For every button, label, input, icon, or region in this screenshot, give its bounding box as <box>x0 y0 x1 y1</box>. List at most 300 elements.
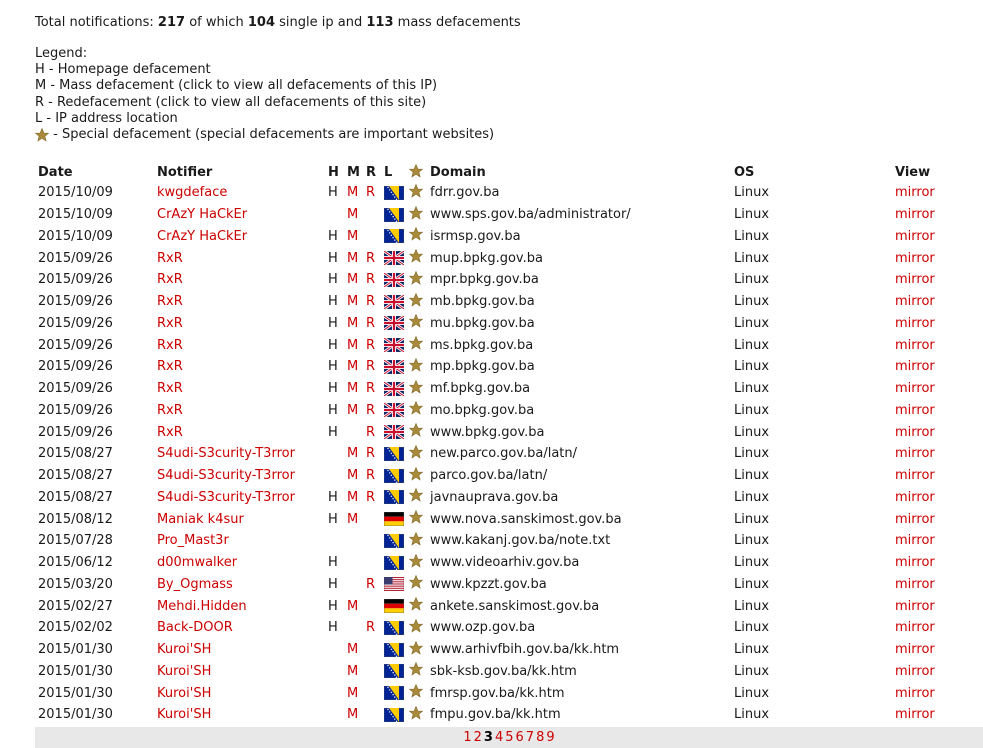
row-homepage-flag <box>325 204 344 226</box>
table-row <box>35 334 975 356</box>
row-view <box>892 421 975 443</box>
notifier-link[interactable]: RxR <box>157 359 183 375</box>
table-row <box>35 487 975 509</box>
row-mass-flag[interactable]: M <box>347 663 359 679</box>
row-domain: www.kpzzt.gov.ba <box>430 576 547 592</box>
row-location <box>381 443 406 465</box>
mirror-link[interactable]: mirror <box>895 250 935 266</box>
ba-flag-icon <box>384 534 404 548</box>
notifier-link[interactable]: Kuroi'SH <box>157 642 212 658</box>
row-homepage-flag: H <box>328 402 338 418</box>
row-location <box>381 269 406 291</box>
row-domain: fmpu.gov.ba/kk.htm <box>430 707 561 723</box>
row-special <box>406 595 427 617</box>
row-homepage-flag: H <box>328 185 338 201</box>
row-homepage-flag: H <box>328 598 338 614</box>
notifier-link[interactable]: RxR <box>157 337 183 353</box>
row-special <box>406 682 427 704</box>
row-homepage-flag: H <box>328 424 338 440</box>
row-date: 2015/09/26 <box>38 381 113 397</box>
row-notifier <box>154 661 325 683</box>
table-row <box>35 704 975 726</box>
row-location <box>381 487 406 509</box>
mirror-link[interactable]: mirror <box>895 468 935 484</box>
notifier-link[interactable]: S4udi-S3curity-T3rror <box>157 489 295 505</box>
row-date: 2015/08/27 <box>38 446 113 462</box>
row-view <box>892 291 975 313</box>
row-date: 2015/01/30 <box>38 663 113 679</box>
ba-flag-icon <box>384 208 404 222</box>
row-location <box>381 204 406 226</box>
row-special <box>406 334 427 356</box>
star-icon <box>409 684 423 698</box>
row-date: 2015/01/30 <box>38 707 113 723</box>
row-os: Linux <box>734 489 770 505</box>
row-location <box>381 639 406 661</box>
header-date: Date <box>38 165 73 180</box>
row-notifier <box>154 639 325 661</box>
row-domain: www.nova.sanskimost.gov.ba <box>430 511 622 527</box>
row-os: Linux <box>734 576 770 592</box>
gb-flag-icon <box>384 338 404 352</box>
notifier-link[interactable]: Mehdi.Hidden <box>157 598 247 614</box>
mirror-link[interactable]: mirror <box>895 315 935 331</box>
notifier-link[interactable]: By_Ogmass <box>157 576 233 592</box>
table-row <box>35 661 975 683</box>
row-os: Linux <box>734 381 770 397</box>
header-h: H <box>328 165 339 180</box>
gb-flag-icon <box>384 273 404 287</box>
row-special <box>406 661 427 683</box>
row-redeface-flag <box>363 226 381 248</box>
row-domain: javnauprava.gov.ba <box>430 489 559 505</box>
row-mass-flag[interactable]: M <box>347 685 359 701</box>
row-view <box>892 182 975 204</box>
mirror-link[interactable]: mirror <box>895 620 935 636</box>
row-location <box>381 530 406 552</box>
notifier-link[interactable]: RxR <box>157 424 183 440</box>
mirror-link[interactable]: mirror <box>895 555 935 571</box>
row-os: Linux <box>734 555 770 571</box>
notifier-link[interactable]: CrAzY HaCkEr <box>157 207 248 223</box>
mirror-link[interactable]: mirror <box>895 272 935 288</box>
ba-flag-icon <box>384 621 404 635</box>
header-r: R <box>366 165 377 180</box>
star-icon <box>409 164 423 178</box>
row-date: 2015/10/09 <box>38 185 113 201</box>
row-notifier <box>154 291 325 313</box>
total-count: 217 <box>157 15 186 30</box>
star-icon <box>409 401 423 415</box>
star-icon <box>409 532 423 546</box>
row-os: Linux <box>734 294 770 310</box>
row-homepage-flag <box>325 639 344 661</box>
row-view <box>892 487 975 509</box>
row-redeface-flag[interactable]: R <box>366 468 376 484</box>
page-link[interactable]: 9 <box>546 730 555 745</box>
row-domain: parco.gov.ba/latn/ <box>430 468 548 484</box>
row-redeface-flag[interactable]: R <box>366 337 376 353</box>
row-view <box>892 508 975 530</box>
row-special <box>406 574 427 596</box>
mirror-link[interactable]: mirror <box>895 446 935 462</box>
row-date: 2015/09/26 <box>38 402 113 418</box>
row-os: Linux <box>734 598 770 614</box>
row-view <box>892 682 975 704</box>
row-redeface-flag[interactable]: R <box>366 576 376 592</box>
header-special <box>406 163 427 182</box>
row-special <box>406 313 427 335</box>
table-row <box>35 617 975 639</box>
star-icon <box>409 510 423 524</box>
row-notifier <box>154 204 325 226</box>
row-domain: www.ozp.gov.ba <box>430 620 536 636</box>
mirror-link[interactable]: mirror <box>895 598 935 614</box>
star-icon <box>409 575 423 589</box>
row-view <box>892 247 975 269</box>
ba-flag-icon <box>384 469 404 483</box>
row-notifier <box>154 421 325 443</box>
row-notifier <box>154 465 325 487</box>
mirror-link[interactable]: mirror <box>895 294 935 310</box>
defacement-table <box>35 163 975 726</box>
row-redeface-flag[interactable]: R <box>366 272 376 288</box>
row-domain: www.sps.gov.ba/administrator/ <box>430 207 631 223</box>
row-mass-flag[interactable]: M <box>347 294 359 310</box>
page-link[interactable]: 7 <box>525 730 535 745</box>
row-notifier <box>154 595 325 617</box>
mirror-link[interactable]: mirror <box>895 511 935 527</box>
notifier-link[interactable]: S4udi-S3curity-T3rror <box>157 446 295 462</box>
table-header <box>35 163 975 182</box>
table-row <box>35 595 975 617</box>
mirror-link[interactable]: mirror <box>895 707 935 723</box>
row-view <box>892 400 975 422</box>
header-notifier: Notifier <box>157 165 213 180</box>
single-ip-count: 104 <box>247 15 276 30</box>
row-domain: mb.bpkg.gov.ba <box>430 294 535 310</box>
star-icon <box>409 467 423 481</box>
row-homepage-flag: H <box>328 337 338 353</box>
row-os: Linux <box>734 533 770 549</box>
row-mass-flag[interactable]: M <box>347 228 359 244</box>
row-redeface-flag <box>363 704 381 726</box>
page-link[interactable]: 5 <box>505 730 514 745</box>
star-icon <box>409 445 423 459</box>
row-notifier <box>154 313 325 335</box>
row-notifier <box>154 682 325 704</box>
row-domain: ms.bpkg.gov.ba <box>430 337 534 353</box>
row-redeface-flag[interactable]: R <box>366 359 376 375</box>
row-homepage-flag: H <box>328 359 338 375</box>
row-mass-flag[interactable]: M <box>347 642 359 658</box>
mirror-link[interactable]: mirror <box>895 402 935 418</box>
row-mass-flag[interactable]: M <box>347 402 359 418</box>
mirror-link[interactable]: mirror <box>895 207 935 223</box>
row-redeface-flag[interactable]: R <box>366 381 376 397</box>
table-row <box>35 574 975 596</box>
row-os: Linux <box>734 620 770 636</box>
row-date: 2015/06/12 <box>38 555 113 571</box>
row-mass-flag[interactable]: M <box>347 250 359 266</box>
row-homepage-flag: H <box>328 294 338 310</box>
row-special <box>406 378 427 400</box>
notifier-link[interactable]: RxR <box>157 381 183 397</box>
row-redeface-flag <box>363 639 381 661</box>
star-icon <box>409 619 423 633</box>
row-date: 2015/02/02 <box>38 620 113 636</box>
row-location <box>381 356 406 378</box>
ba-flag-icon <box>384 447 404 461</box>
row-notifier <box>154 247 325 269</box>
row-view <box>892 313 975 335</box>
row-date: 2015/09/26 <box>38 337 113 353</box>
star-icon <box>409 293 423 307</box>
row-mass-flag[interactable]: M <box>347 598 359 614</box>
row-mass-flag[interactable]: M <box>347 707 359 723</box>
page-link[interactable]: 4 <box>494 730 504 745</box>
row-view <box>892 617 975 639</box>
row-date: 2015/09/26 <box>38 424 113 440</box>
row-location <box>381 400 406 422</box>
row-domain: fmrsp.gov.ba/kk.htm <box>430 685 565 701</box>
mirror-link[interactable]: mirror <box>895 489 935 505</box>
ba-flag-icon <box>384 186 404 200</box>
star-icon <box>409 706 423 720</box>
mirror-link[interactable]: mirror <box>895 424 935 440</box>
row-mass-flag[interactable]: M <box>347 272 359 288</box>
legend-mass: M - Mass defacement (click to view all defacements of this IP) <box>35 78 438 94</box>
table-row <box>35 421 975 443</box>
mirror-link[interactable]: mirror <box>895 533 935 549</box>
mirror-link[interactable]: mirror <box>895 359 935 375</box>
row-mass-flag <box>344 530 363 552</box>
star-icon <box>409 314 423 328</box>
mirror-link[interactable]: mirror <box>895 663 935 679</box>
row-mass-flag[interactable]: M <box>347 207 359 223</box>
star-icon <box>409 271 423 285</box>
row-redeface-flag[interactable]: R <box>366 402 376 418</box>
row-special <box>406 704 427 726</box>
pagination <box>35 727 983 748</box>
mass-count: 113 <box>366 15 394 30</box>
row-view <box>892 552 975 574</box>
row-mass-flag[interactable]: M <box>347 337 359 353</box>
table-row <box>35 269 975 291</box>
de-flag-icon <box>384 512 404 526</box>
notifier-link[interactable]: Kuroi'SH <box>157 663 212 679</box>
gb-flag-icon <box>384 382 404 396</box>
notifier-link[interactable]: RxR <box>157 294 183 310</box>
row-date: 2015/07/28 <box>38 533 113 549</box>
star-icon <box>409 488 423 502</box>
mirror-link[interactable]: mirror <box>895 685 935 701</box>
row-location <box>381 617 406 639</box>
row-redeface-flag[interactable]: R <box>366 620 376 636</box>
gb-flag-icon <box>384 360 404 374</box>
row-location <box>381 334 406 356</box>
notifier-link[interactable]: Pro_Mast3r <box>157 533 229 549</box>
notifier-link[interactable]: RxR <box>157 250 183 266</box>
row-date: 2015/01/30 <box>38 685 113 701</box>
table-row <box>35 682 975 704</box>
row-location <box>381 704 406 726</box>
row-redeface-flag[interactable]: R <box>366 446 376 462</box>
row-mass-flag[interactable]: M <box>347 446 359 462</box>
legend-special-label: - Special defacement (special defacements are important websites) <box>49 127 495 143</box>
row-redeface-flag <box>363 595 381 617</box>
de-flag-icon <box>384 599 404 613</box>
table-row <box>35 291 975 313</box>
row-redeface-flag[interactable]: R <box>366 250 376 266</box>
page-link[interactable]: 2 <box>473 730 482 745</box>
row-homepage-flag <box>325 704 344 726</box>
row-location <box>381 465 406 487</box>
row-os: Linux <box>734 424 770 440</box>
row-date: 2015/01/30 <box>38 642 113 658</box>
row-mass-flag <box>344 421 363 443</box>
mirror-link[interactable]: mirror <box>895 576 935 592</box>
row-notifier <box>154 334 325 356</box>
row-date: 2015/03/20 <box>38 576 113 592</box>
row-special <box>406 400 427 422</box>
row-special <box>406 247 427 269</box>
header-view: View <box>895 165 931 180</box>
mirror-link[interactable]: mirror <box>895 185 935 201</box>
row-notifier <box>154 182 325 204</box>
row-notifier <box>154 508 325 530</box>
table-row <box>35 247 975 269</box>
row-notifier <box>154 617 325 639</box>
notifier-link[interactable]: RxR <box>157 402 183 418</box>
row-homepage-flag: H <box>328 228 338 244</box>
row-mass-flag[interactable]: M <box>347 511 359 527</box>
row-mass-flag[interactable]: M <box>347 315 359 331</box>
row-os: Linux <box>734 185 770 201</box>
row-redeface-flag[interactable]: R <box>366 315 376 331</box>
row-notifier <box>154 356 325 378</box>
row-special <box>406 291 427 313</box>
table-row <box>35 508 975 530</box>
row-location <box>381 182 406 204</box>
row-date: 2015/09/26 <box>38 272 113 288</box>
notifier-link[interactable]: Kuroi'SH <box>157 685 212 701</box>
mirror-link[interactable]: mirror <box>895 642 935 658</box>
row-view <box>892 704 975 726</box>
row-notifier <box>154 378 325 400</box>
ba-flag-icon <box>384 708 404 722</box>
notifier-link[interactable]: Back-DOOR <box>157 620 233 636</box>
row-date: 2015/09/26 <box>38 250 113 266</box>
ba-flag-icon <box>384 556 404 570</box>
row-special <box>406 421 427 443</box>
row-domain: fdrr.gov.ba <box>430 185 500 201</box>
row-os: Linux <box>734 663 770 679</box>
row-notifier <box>154 269 325 291</box>
row-os: Linux <box>734 468 770 484</box>
row-special <box>406 639 427 661</box>
row-domain: sbk-ksb.gov.ba/kk.htm <box>430 663 577 679</box>
notifier-link[interactable]: d00mwalker <box>157 555 238 571</box>
mirror-link[interactable]: mirror <box>895 337 935 353</box>
table-row <box>35 182 975 204</box>
row-date: 2015/08/27 <box>38 489 113 505</box>
row-location <box>381 661 406 683</box>
row-homepage-flag <box>325 682 344 704</box>
row-special <box>406 226 427 248</box>
row-view <box>892 204 975 226</box>
row-mass-flag[interactable]: M <box>347 468 359 484</box>
row-os: Linux <box>734 250 770 266</box>
ba-flag-icon <box>384 490 404 504</box>
legend-special <box>35 127 494 143</box>
mirror-link[interactable]: mirror <box>895 381 935 397</box>
row-redeface-flag <box>363 204 381 226</box>
row-location <box>381 552 406 574</box>
row-os: Linux <box>734 337 770 353</box>
row-mass-flag[interactable]: M <box>347 185 359 201</box>
row-notifier <box>154 552 325 574</box>
row-location <box>381 508 406 530</box>
mirror-link[interactable]: mirror <box>895 228 935 244</box>
row-redeface-flag[interactable]: R <box>366 424 376 440</box>
notifier-link[interactable]: RxR <box>157 272 183 288</box>
page-link[interactable]: 1 <box>463 730 472 745</box>
row-homepage-flag: H <box>328 555 338 571</box>
page-link[interactable]: 8 <box>536 730 545 745</box>
row-date: 2015/10/09 <box>38 207 113 223</box>
notifier-link[interactable]: S4udi-S3curity-T3rror <box>157 468 295 484</box>
legend-title: Legend: <box>35 46 88 61</box>
table-body <box>35 182 975 726</box>
notifier-link[interactable]: kwgdeface <box>157 185 228 201</box>
ba-flag-icon <box>384 229 404 243</box>
notifier-link[interactable]: CrAzY HaCkEr <box>157 228 248 244</box>
us-flag-icon <box>384 577 404 591</box>
row-os: Linux <box>734 707 770 723</box>
row-mass-flag[interactable]: M <box>347 489 359 505</box>
row-special <box>406 356 427 378</box>
star-icon <box>409 227 423 241</box>
row-redeface-flag[interactable]: R <box>366 294 376 310</box>
row-homepage-flag: H <box>328 576 338 592</box>
row-redeface-flag[interactable]: R <box>366 489 376 505</box>
row-mass-flag[interactable]: M <box>347 359 359 375</box>
star-icon <box>409 641 423 655</box>
header-domain: Domain <box>430 165 486 180</box>
row-date: 2015/02/27 <box>38 598 113 614</box>
row-location <box>381 682 406 704</box>
row-domain: mo.bpkg.gov.ba <box>430 402 535 418</box>
row-mass-flag[interactable]: M <box>347 381 359 397</box>
row-redeface-flag <box>363 682 381 704</box>
notifier-link[interactable]: RxR <box>157 315 183 331</box>
ba-flag-icon <box>384 643 404 657</box>
notifier-link[interactable]: Kuroi'SH <box>157 707 212 723</box>
row-redeface-flag[interactable]: R <box>366 185 376 201</box>
row-view <box>892 334 975 356</box>
row-date: 2015/10/09 <box>38 228 113 244</box>
row-domain: ankete.sanskimost.gov.ba <box>430 598 600 614</box>
legend <box>35 46 494 143</box>
page-link[interactable]: 6 <box>515 730 524 745</box>
row-domain: isrmsp.gov.ba <box>430 228 521 244</box>
row-notifier <box>154 530 325 552</box>
row-os: Linux <box>734 685 770 701</box>
row-domain: www.arhivfbih.gov.ba/kk.htm <box>430 642 620 658</box>
gb-flag-icon <box>384 251 404 265</box>
notifier-link[interactable]: Maniak k4sur <box>157 511 244 527</box>
